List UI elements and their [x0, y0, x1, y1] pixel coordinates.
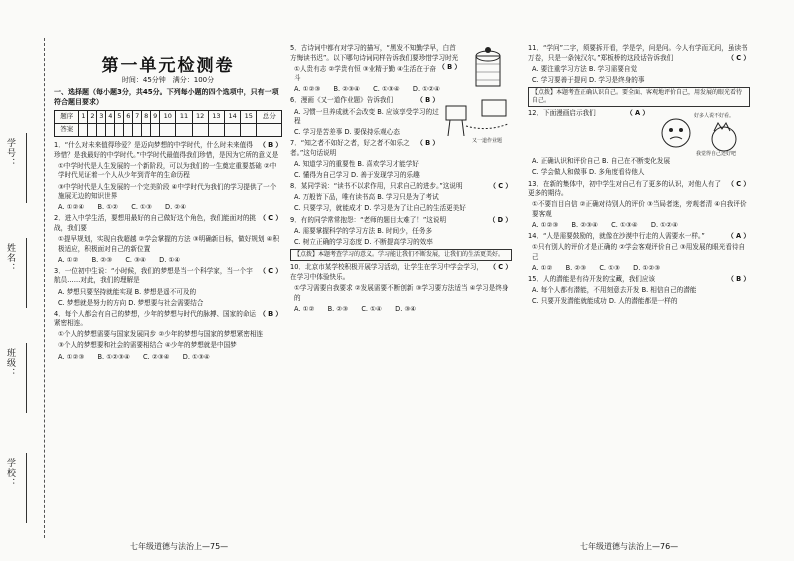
table-number-cell: 1	[79, 111, 88, 124]
question-option: C. 学习是苦差事 D. 要保持乐观心态	[294, 128, 400, 137]
middle-column	[290, 44, 512, 316]
answer-mark: （ B ）	[259, 141, 282, 150]
question-stem: 5．古诗词中都有对学习的描写，“黑发不知勤学早，白首方悔读书迟”。以下哪句诗词同样告诉我们要珍惜学习时光	[290, 44, 459, 62]
left-column	[54, 56, 282, 364]
question-12	[528, 109, 750, 178]
footer-left: 七年级道德与法治上—75—	[130, 542, 229, 551]
answer-cell[interactable]	[208, 124, 224, 137]
question-option: A. 习惯一旦养成就不会改变 B. 应该享受学习的过程	[294, 107, 439, 126]
question-option: ①学习需要自我要求 ②发展需要不断创新 ③学习要方法适当 ④学习是终身的	[294, 283, 509, 302]
question-7	[290, 139, 512, 180]
answer-cell[interactable]	[115, 124, 124, 137]
answer-mark: （ B ）	[259, 309, 282, 318]
question-stem: 2．进入中学生活，要想用最好的自己做好这个角色，我们能面对的挑战，我们要	[54, 214, 257, 232]
table-number-cell: 7	[133, 111, 142, 124]
question-8	[290, 182, 512, 214]
answer-mark: （ C ）	[489, 263, 512, 272]
question-option: C. 梦想就是努力的方向 D. 梦想要与社会需要结合	[58, 298, 204, 307]
right-column	[528, 44, 750, 308]
answer-mark: （ A ）	[727, 232, 750, 241]
question-stem: 11．“学问”二字，须要拆开看，学是学，问是问。今人有学而无问，虽读书万卷，只是一条钝汉尔。”郑板桥的这段话告诉我们	[528, 44, 748, 62]
question-1	[54, 141, 282, 213]
question-option: ①不要盲目自信 ②正确对待别人的评价 ③当局者迷，旁观者清 ④自我评价要客观	[532, 200, 747, 218]
answer-cell[interactable]	[176, 124, 192, 137]
question-6	[290, 96, 512, 145]
table-number-cell: 8	[142, 111, 151, 124]
footer-right: 七年级道德与法治上—76—	[580, 542, 679, 551]
exam-meta: 时间：45分钟 满分：100分	[121, 75, 215, 84]
table-number-cell: 12	[192, 111, 208, 124]
question-10	[290, 263, 512, 314]
answer-cell[interactable]	[224, 124, 240, 137]
answer-cell[interactable]	[151, 124, 160, 137]
question-option: ①人贵有志 ②学贵有恒 ③业精于勤 ④生活在于奋斗	[294, 64, 437, 83]
section-heading: 一、选择题（每小题3分，共45分。下列每小题的四个选项中，只有一项符合题目要求）	[54, 88, 279, 107]
answer-cell[interactable]	[142, 124, 151, 137]
question-9	[290, 216, 512, 248]
question-5	[290, 44, 512, 95]
answer-cell[interactable]	[124, 124, 133, 137]
answer-cell[interactable]	[241, 124, 257, 137]
question-option: C. 学习要善于提问 D. 学习是终身的事	[532, 75, 645, 84]
table-number-cell: 11	[176, 111, 192, 124]
answer-table-header-row	[55, 111, 282, 124]
name-label: 姓名：	[5, 243, 15, 273]
comic-speech-2: 我觉得自己还好吧	[696, 151, 737, 158]
question-option: A. ①②③ B. ②③④ C. ①③④ D. ①②④	[294, 85, 440, 94]
question-stem: 8．某同学说：“读书不以求作用，只求自己的进步。”这说明	[290, 182, 463, 191]
answer-mark: （ B ）	[438, 63, 461, 72]
table-number-cell: 13	[208, 111, 224, 124]
table-number-cell: 15	[241, 111, 257, 124]
answer-table	[54, 110, 282, 137]
question-4	[54, 310, 282, 362]
question-15	[528, 275, 750, 307]
question-option: A. ①② B. ②③ C. ①④ D. ③④	[294, 304, 417, 313]
question-option: ①提早规划，实现自我超越 ②学会掌握的方法 ③明确新目标，做好规划 ④积极适应，积极面对自己的新位置	[58, 235, 280, 253]
question-stem: 1．“什么对未来值得珍爱？是迈向梦想的中学时代，什么时未来值得珍惜？是我最好的中学时代。”中学时代最值得我们珍惜，是因为它所的意义是	[54, 141, 279, 159]
question-option: A. 正确认识和评价自己 B. 自己在不断变化发展	[532, 157, 671, 166]
question-option: A. 要注重学习方法 B. 学习需要自觉	[532, 64, 638, 73]
explanation-note: 【点拨】本题考查学习的意义。学习能让我们不断发展，让我们的生活更美好。	[290, 249, 512, 261]
question-option: A. ①②③ B. ②③④ C. ①③④ D. ①②④	[532, 220, 678, 229]
question-option: A. ①②④ B. ①② C. ①③ D. ②④	[58, 203, 187, 212]
question-option: ①只有别人的评价才是正确的 ②学会客观评价自己 ③用发展的眼光看待自己	[532, 243, 746, 261]
question-option: ①个人的梦想需要与国家发展同步 ②少年的梦想与国家的梦想紧密相连	[58, 330, 264, 339]
answer-mark: （ B ）	[727, 274, 750, 283]
school-line	[26, 453, 27, 523]
comic-caption: 又一道作业题	[472, 138, 503, 145]
question-option: C. 学会做人和做事 D. 多角度看待他人	[532, 168, 645, 177]
question-option: ③个人的梦想要和社会的需要相结合 ④少年的梦想就是中国梦	[58, 341, 237, 350]
question-stem: 12．下面漫画启示我们	[528, 109, 596, 118]
question-3	[54, 267, 282, 308]
table-number-cell: 9	[151, 111, 160, 124]
question-option: A. 每个人都有潜能，不用刻意去开发 B. 相信自己的潜能	[532, 286, 697, 294]
table-number-cell: 4	[106, 111, 115, 124]
question-stem: 15．人的潜能是有待开发的宝藏，我们应该	[528, 274, 656, 283]
total-score-cell[interactable]	[257, 124, 282, 137]
question-stem: 14．“人是需要鼓励的，就像在沙漠中行走的人需要水一样。”	[528, 232, 705, 241]
question-14	[528, 232, 750, 273]
table-number-cell: 14	[224, 111, 240, 124]
table-number-cell: 10	[160, 111, 176, 124]
answer-table-answer-row	[55, 124, 282, 137]
table-head-answer: 答案	[55, 124, 79, 137]
table-number-cell: 6	[124, 111, 133, 124]
answer-mark: （ C ）	[259, 266, 282, 275]
question-stem: 13．在新的集体中，初中学生对自己有了更多的认识，对他人有了更多的期待。	[528, 179, 722, 198]
answer-mark: （ B ）	[416, 139, 439, 148]
homework-comic	[442, 96, 512, 144]
question-stem: 7．“知之者不如好之者，好之者不如乐之者。”这句话说明	[290, 139, 410, 157]
school-label: 学校：	[5, 458, 15, 488]
name-line	[26, 238, 27, 308]
jar-illustration	[464, 44, 512, 94]
question-option: C. 树立正确的学习态度 D. 不断提高学习的效率	[294, 237, 433, 246]
question-2	[54, 214, 282, 265]
question-stem: 10．北京市某学校积极开展学习活动，让学生在学习中学会学习，在学习中体验快乐。	[290, 263, 484, 281]
question-stem: 4．每个人都会有自己的梦想，少年的梦想与时代的脉搏、国家的命运紧密相连。	[54, 309, 257, 328]
answer-mark: （ B ）	[416, 96, 439, 105]
class-line	[26, 343, 27, 413]
question-option: A. 万般皆下品，唯有读书高 B. 学习只是为了考试	[294, 193, 439, 202]
question-option: A. ①② B. ②③ C. ③④ D. ①④	[58, 255, 181, 264]
question-13	[528, 180, 750, 231]
question-option: A. 梦想只要坚持就能实现 B. 梦想是遥不可及的	[58, 287, 197, 296]
question-option: C. 懂得为自己学习 D. 善于发现学习的乐趣	[294, 171, 420, 180]
question-stem: 3．一位初中生说：“小时候，我们的梦想是当一个科学家，当一个宇航员……对此，我们的理解是	[54, 266, 253, 285]
answer-cell[interactable]	[88, 124, 97, 137]
answer-mark: （ A ）	[626, 109, 649, 118]
table-number-cell: 2	[88, 111, 97, 124]
student-id-label: 学号：	[5, 138, 15, 168]
table-number-cell: 5	[115, 111, 124, 124]
student-id-line	[26, 133, 27, 203]
self-image-comic	[652, 109, 750, 157]
answer-cell[interactable]	[160, 124, 176, 137]
question-option: A. ①②③ B. ①②③④ C. ②③④ D. ①③④	[58, 352, 210, 361]
answer-cell[interactable]	[192, 124, 208, 137]
answer-cell[interactable]	[133, 124, 142, 137]
class-label: 班级：	[5, 348, 15, 378]
question-stem: 6．漫画《又一道作业题》告诉我们	[290, 96, 394, 105]
question-option: A. ①② B. ②③ C. ①③ D. ①②③	[532, 263, 661, 272]
answer-mark: （ C ）	[259, 214, 282, 223]
answer-mark: （ C ）	[727, 53, 750, 62]
table-head-number: 题序	[55, 111, 79, 124]
question-stem: 9．有的同学常常抱怨：“老师的题目太难了！”这说明	[290, 215, 447, 224]
question-11	[528, 44, 750, 85]
answer-cell[interactable]	[106, 124, 115, 137]
answer-mark: （ D ）	[488, 215, 512, 224]
explanation-note: 【点拨】本题考查正确认识自己。要全面、客观地评价自己，用发展的眼光看待自己。	[528, 87, 750, 107]
question-option: ①中学时代是人生发展的一个新阶段，可以为我们的一生奠定重要基础 ②中学时代见证着一个人从少年到青年的生命历程	[58, 161, 277, 180]
answer-cell[interactable]	[97, 124, 106, 137]
page-title: 第一单元检测卷	[101, 56, 235, 76]
answer-cell[interactable]	[79, 124, 88, 137]
question-option: ③中学时代是人生发展的一个完美阶段 ④中学时代为我们的学习提供了一个施展无边的知识世界	[58, 182, 277, 201]
question-option: A. 知道学习的重要性 B. 喜欢学习才能学好	[294, 160, 419, 169]
binding-gutter	[0, 38, 45, 538]
table-total-head: 总分	[257, 111, 282, 124]
answer-mark: （ C ）	[727, 179, 750, 188]
question-option: C. 只要学习，就能成才 D. 学习是为了让自己的生活更美好	[294, 204, 466, 213]
answer-mark: （ C ）	[489, 182, 512, 191]
question-option: C. 只要开发潜能就能成功 D. 人的潜能都是一样的	[532, 297, 678, 306]
comic-speech-1: 好多人说不好看。	[694, 113, 735, 120]
table-number-cell: 3	[97, 111, 106, 124]
question-option: A. 需要掌握科学的学习方法 B. 时间少，任务多	[294, 226, 433, 235]
